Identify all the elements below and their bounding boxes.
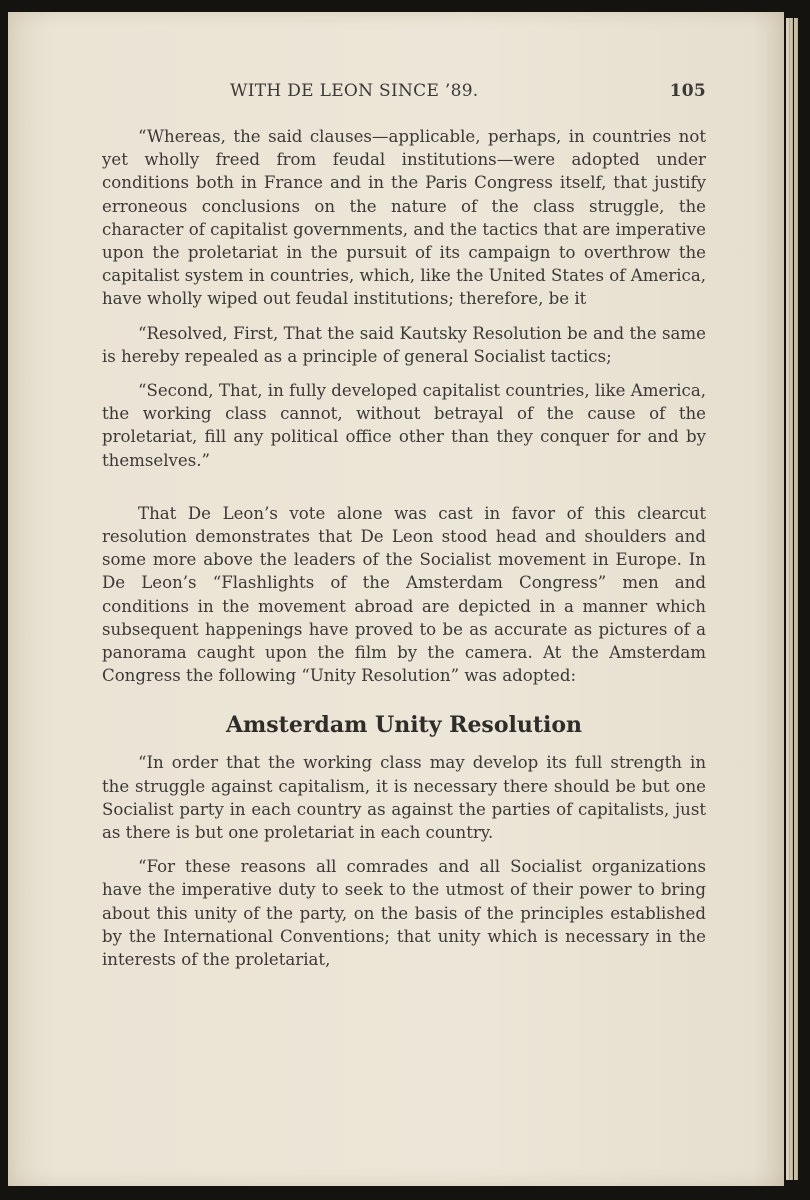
paragraph-unity-2: “For these reasons all comrades and all Socialist organizations have the imperative duty to seek to the utmost of their power to bring about this unity of the party, on the basis of the principles established by the International Conventions; that unity which is necessary in the interests of the proletariat, bbox=[102, 857, 706, 970]
paragraph-unity-1: “In order that the working class may develop its full strength in the struggle against capitalism, it is necessary there should be but one Socialist party in each country as against the parties of capitalists, just as there is but one proletariat in each country. bbox=[102, 753, 706, 843]
running-head bbox=[102, 81, 706, 109]
paragraph-resolved: “Resolved, First, That the said Kautsky Resolution be and the same is hereby repealed as a principle of general Socialist tactics; bbox=[102, 323, 706, 366]
body-text bbox=[102, 125, 706, 982]
running-head-title: WITH DE LEON SINCE ’89. bbox=[230, 81, 479, 101]
paragraph-second: “Second, That, in fully developed capitalist countries, like America, the working class cannot, without betrayal of the cause of the proletariat, fill any political office other than they conquer for and by themselves.” bbox=[102, 381, 706, 470]
page-number: 105 bbox=[669, 81, 706, 101]
section-title: Amsterdam Unity Resolution bbox=[225, 712, 583, 739]
page-edge bbox=[794, 18, 798, 1180]
paragraph-whereas: “Whereas, the said clauses—applicable, perhaps, in countries not yet wholly freed from feudal institutions—were adopted under conditions both in France and in the Paris Congress itself, that justify erroneous conclusions on the nature of the class struggle, the character of capitalist governments, and the tactics that are imperative upon the proletariat in the pursuit of its campaign to overthrow the capitalist system in countries, which, like the United States of America, have wholly wiped out feudal institutions; therefore, be it bbox=[102, 127, 706, 309]
page-edge bbox=[790, 18, 793, 1180]
paragraph-de-leon-vote: That De Leon’s vote alone was cast in favor of this clearcut resolution demonstrates that De Leon stood head and shoulders and some more above the leaders of the Socialist movement in Europe. In De Leon’s “Flashlights of the Amsterdam Congress” men and conditions in the movement abroad are depicted in a manner which subsequent happenings have proved to be as accurate as pictures of a panorama caught upon the film by the camera. At the Amsterdam Congress the following “Unity Resolution” was adopted: bbox=[102, 503, 706, 686]
